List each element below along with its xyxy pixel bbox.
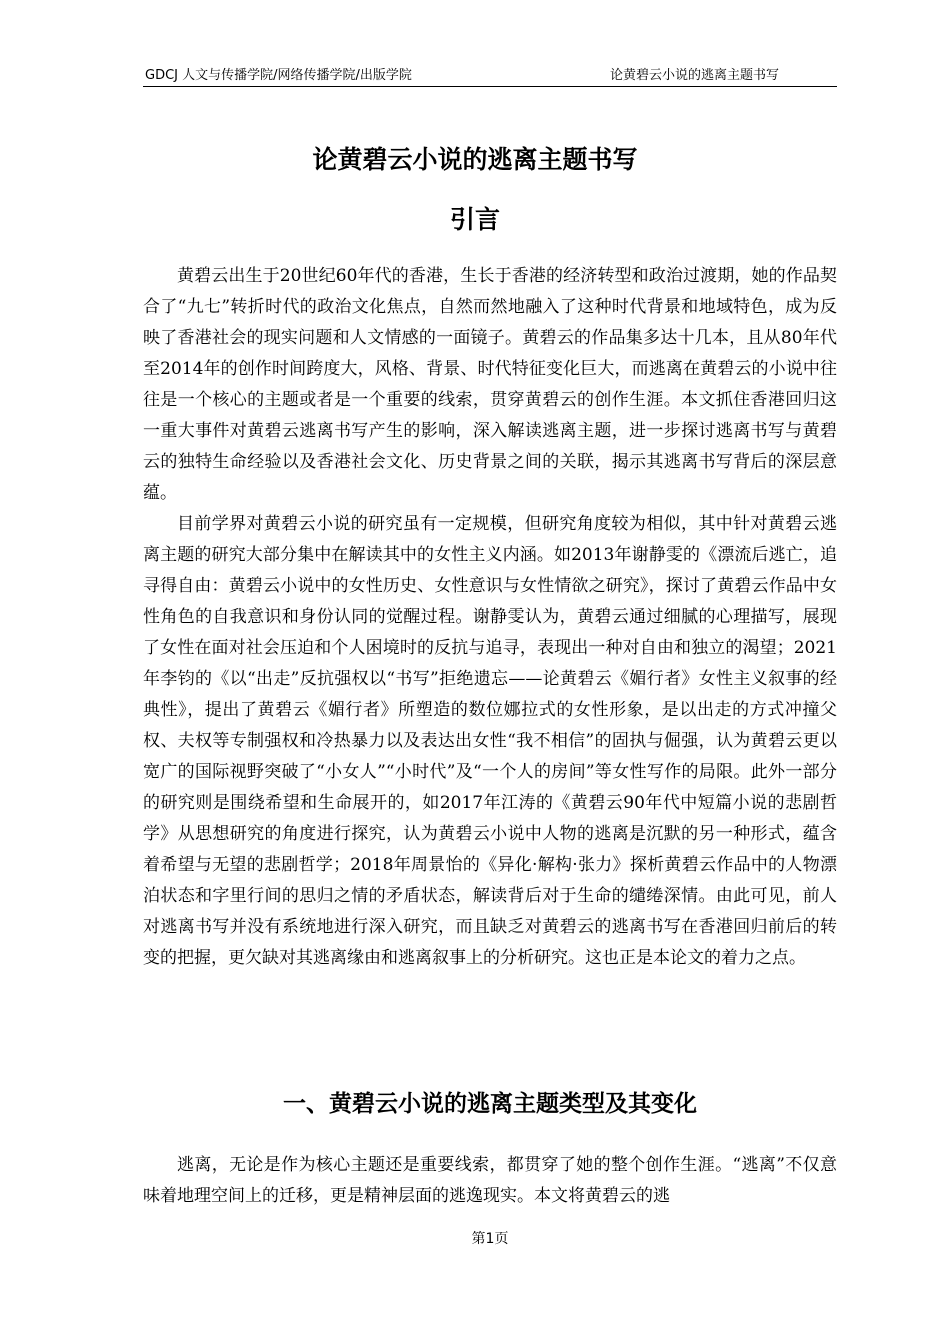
header-paper-title: 论黄碧云小说的逃离主题书写 [609, 68, 779, 83]
section-1-heading: 一、黄碧云小说的逃离主题类型及其变化 [283, 1091, 697, 1117]
intro-paragraph-2: 目前学界对黄碧云小说的研究虽有一定规模，但研究角度较为相似，其中针对黄碧云逃离主题的研究大部分集中在解读其中的女性主义内涵。如2013年谢静雯的《漂流后逃亡，追寻得自由：黄碧云小说中的女性历史、女性意识与女性情欲之研究》，探讨了黄碧云作品中女性角色的自我意识和身份认同的觉醒过程。谢静雯认为，黄碧云通过细腻的心理描写，展现了女性在面对社会压迫和个人困境时的反抗与追寻，表现出一种对自由和独立的渴望；2021年李钧的《以“出走”反抗强权以“书写”拒绝遗忘——论黄碧云《媚行者》女性主义叙事的经典性》，提出了黄碧云《媚行者》所塑造的数位娜拉式的女性形象，是以出走的方式冲撞父权、夫权等专制强权和冷热暴力以及表达出女性“我不相信”的固执与倔强，认为黄碧云更以宽广的国际视野突破了“小女人”“小时代”及“一个人的房间”等女性写作的局限。此外一部分的研究则是围绕希望和生命展开的，如2017年江涛的《黄碧云90年代中短篇小说的悲剧哲学》从思想研究的角度进行探究，认为黄碧云小说中人物的逃离是沉默的另一种形式，蕴含着希望与无望的悲剧哲学；2018年周景怡的《异化·解构·张力》探析黄碧云作品中的人物漂泊状态和字里行间的思归之情的矛盾状态，解读背后对于生命的缱绻深情。由此可见，前人对逃离书写并没有系统地进行深入研究，而且缺乏对黄碧云的逃离书写在香港回归前后的转变的把握，更欠缺对其逃离缘由和逃离叙事上的分析研究。这也正是本论文的着力之点。 [143, 514, 837, 968]
running-header [143, 66, 837, 87]
section-1-body [143, 1150, 837, 1212]
paper-title: 论黄碧云小说的逃离主题书写 [312, 145, 638, 174]
intro-heading: 引言 [449, 205, 500, 234]
page-number: 第1页 [471, 1231, 509, 1247]
intro-paragraph-1: 黄碧云出生于20世纪60年代的香港，生长于香港的经济转型和政治过渡期，她的作品契合了“九七”转折时代的政治文化焦点，自然而然地融入了这种时代背景和地域特色，成为反映了香港社会的现实问题和人文情感的一面镜子。黄碧云的作品集多达十几本，且从80年代至2014年的创作时间跨度大，风格、背景、时代特征变化巨大，而逃离在黄碧云的小说中往往是一个核心的主题或者是一个重要的线索，贯穿黄碧云的创作生涯。本文抓住香港回归这一重大事件对黄碧云逃离书写产生的影响，深入解读逃离主题，进一步探讨逃离书写与黄碧云的独特生命经验以及香港社会文化、历史背景之间的关联，揭示其逃离书写背后的深层意蕴。 [143, 266, 837, 503]
section-1-paragraph-1: 逃离，无论是作为核心主题还是重要线索，都贯穿了她的整个创作生涯。“逃离”不仅意味着地理空间上的迁移，更是精神层面的逃逸现实。本文将黄碧云的逃 [143, 1155, 837, 1206]
header-institution: GDCJ 人文与传播学院/网络传播学院/出版学院 [145, 68, 412, 83]
intro-body [143, 261, 837, 974]
